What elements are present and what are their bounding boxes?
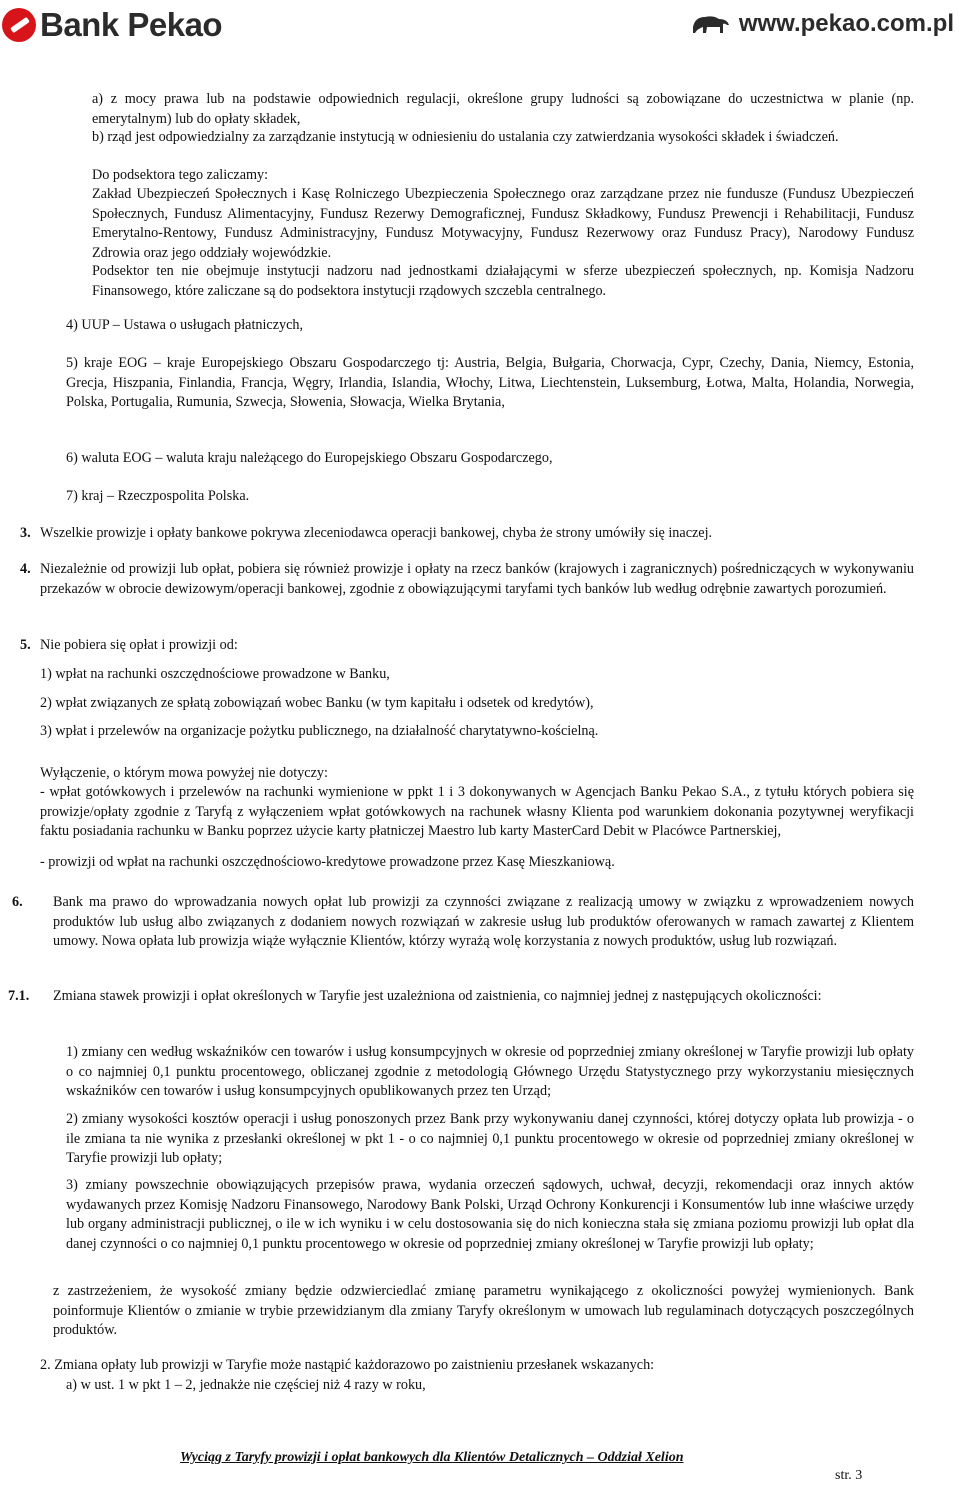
footer-title: Wyciąg z Taryfy prowizji i opłat bankowych dla Klientów Detalicznych – Oddział Xelion: [180, 1450, 684, 1465]
section-4-number: 4.: [20, 561, 31, 577]
def-5: 5) kraje EOG – kraje Europejskiego Obszaru Gospodarczego tj: Austria, Belgia, Bułgaria, Chorwacja, Cypr, Czechy, Dania, Niemcy, Estonia, Grecja, Hiszpania, Finlandia, Francja, Węgry, Irlandia, Islandia, Włochy, Litwa, Liechtenstein, Luksemburg, Łotwa, Malta, Holandia, Norwegia, Polska, Portugalia, Rumunia, Szwecja, Słowenia, Słowacja, Wielka Brytania,: [66, 355, 914, 410]
podsektor-intro: Do podsektora tego zaliczamy:: [92, 167, 269, 183]
section-5-item-3: 3) wpłat i przelewów na organizacje pożytku publicznego, na działalność charytatywno-kościelną.: [40, 723, 599, 739]
brand-name: Bank Pekao: [40, 6, 223, 43]
def-7: 7) kraj – Rzeczpospolita Polska.: [66, 488, 250, 504]
section-3-text: Wszelkie prowizje i opłaty bankowe pokrywa zleceniodawca operacji bankowej, chyba że strony umówiły się inaczej.: [40, 525, 713, 541]
section-6-text: Bank ma prawo do wprowadzania nowych opłat lub prowizji za czynności związane z realizacją umowy w związku z wprowadzeniem nowych produktów lub usług albo związanych z dodaniem nowych rozwiązań w zakresie usług lub produktów oferowanych w ramach zawartej z Klientem umowy. Nowa opłata lub prowizja wiąże wyłącznie Klientów, którzy wyrażą wolę korzystania z nowych produktów, usług lub rozwiązań.: [53, 894, 914, 949]
def-6: 6) waluta EOG – waluta kraju należącego do Europejskiego Obszaru Gospodarczego,: [66, 450, 553, 466]
section-5-number: 5.: [20, 637, 31, 653]
section-71-item-2: 2) zmiany wysokości kosztów operacji i usług ponoszonych przez Bank przy wykonywaniu danej czynności, której dotyczy opłata lub prowizja - o ile zmiana ta nie wynika z przesłanki określonej w pkt 1 - o co najmniej 0,1 punktu procentowego w okresie od poprzedniej zmiany określonej w Taryfie prowizji lub opłaty;: [66, 1111, 914, 1166]
exclusion-item-2: - prowizji od wpłat na rachunki oszczędnościowo-kredytowe prowadzone przez Kasę Mieszkaniową.: [40, 854, 615, 870]
website-url: www.pekao.com.pl: [738, 10, 954, 37]
section-6-number: 6.: [12, 894, 23, 910]
def-b: b) rząd jest odpowiedzialny za zarządzanie instytucją w odniesieniu do ustalania czy zatwierdzania wysokości składek i świadczeń.: [92, 129, 839, 145]
section-72-item-a: a) w ust. 1 w pkt 1 – 2, jednakże nie częściej niż 4 razy w roku,: [66, 1377, 426, 1393]
def-a: a) z mocy prawa lub na podstawie odpowiednich regulacji, określone grupy ludności są zobowiązane do uczestnictwa w planie (np. emerytalnym) lub do opłaty składek,: [92, 91, 914, 127]
section-71-number: 7.1.: [8, 988, 30, 1004]
podsektor-exclusion: Podsektor ten nie obejmuje instytucji nadzoru nad jednostkami działającymi w sferze ubezpieczeń społecznych, np. Komisja Nadzoru Finansowego, które zaliczane są do podsektora instytucji rządowych szczebla centralnego.: [92, 263, 914, 299]
def-4: 4) UUP – Ustawa o usługach płatniczych,: [66, 317, 304, 333]
section-5-item-2: 2) wpłat związanych ze spłatą zobowiązań wobec Banku (w tym kapitału i odsetek od kredytów),: [40, 695, 594, 711]
exclusion-item-1: - wpłat gotówkowych i przelewów na rachunki wymienione w ppkt 1 i 3 dokonywanych w Agencjach Banku Pekao S.A., z tytułu których pobiera się prowizje/opłaty zgodnie z Taryfą z wyłączeniem wpłat gotówkowych na rachunek własny Klienta pod warunkiem dokonania pozytywnej weryfikacji faktu posiadania rachunku w Banku poprzez użycie karty płatniczej Maestro lub karty MasterCard Debit w Placówce Partnerskiej,: [40, 784, 914, 839]
section-5-item-1: 1) wpłat na rachunki oszczędnościowe prowadzone w Banku,: [40, 666, 390, 682]
pekao-logo-icon: [2, 8, 36, 42]
section-71-item-1: 1) zmiany cen według wskaźników cen towarów i usług konsumpcyjnych w okresie od poprzedniej zmiany określonej w Taryfie prowizji lub opłaty o co najmniej 0,1 punktu procentowego, obliczanej zgodnie z metodologią Głównego Urzędu Statystycznego przy wykorzystaniu miesięcznych wskaźników cen towarów i usług konsumpcyjnych opublikowanych przez ten Urząd;: [66, 1044, 914, 1099]
section-72-text: 2. Zmiana opłaty lub prowizji w Taryfie może nastąpić każdorazowo po zaistnieniu przesłanek wskazanych:: [40, 1357, 655, 1373]
bank-logo: [2, 6, 222, 44]
website-label: [691, 10, 954, 38]
page-number: str. 3: [835, 1468, 863, 1483]
page-header: [0, 0, 960, 46]
section-71-item-3: 3) zmiany powszechnie obowiązujących przepisów prawa, wydania orzeczeń sądowych, uchwał, decyzji, rekomendacji oraz innych aktów wydawanych przez Komisję Nadzoru Finansowego, Narodowy Bank Polski, Urząd Ochrony Konkurencji i Konsumentów lub inne właściwe urzędy lub organy administracji publicznej, o ile w ich wyniku i w celu dostosowania się do nich konieczna stała się zmiana poziomu prowizji lub opłat dla danej czynności o co najmniej 0,1 punktu procentowego w okresie od poprzedniej zmiany określonej w Taryfie prowizji lub opłaty;: [66, 1177, 914, 1252]
section-71-reservation: z zastrzeżeniem, że wysokość zmiany będzie odzwierciedlać zmianę parametru wynikającego z okoliczności powyżej wymienionych. Bank poinformuje Klientów o zmianie w trybie przewidzianym dla zmiany Taryfy określonym w umowach lub regulaminach dotyczących poszczególnych produktów.: [53, 1283, 914, 1338]
bison-icon: [691, 13, 731, 35]
section-5-text: Nie pobiera się opłat i prowizji od:: [40, 637, 238, 653]
podsektor-list: Zakład Ubezpieczeń Społecznych i Kasę Rolniczego Ubezpieczenia Społecznego oraz zarządzane przez nie fundusze (Fundusz Ubezpieczeń Społecznych, Fundusz Alimentacyjny, Fundusz Rezerwy Demograficznej, Fundusz Składkowy, Fundusz Prewencji i Rehabilitacji, Fundusz Emerytalno-Rentowy, Fundusz Administracyjny, Fundusz Motywacyjny, Fundusz Rezerwowy oraz Fundusz Pracy), Narodowy Fundusz Zdrowia oraz jego oddziały wojewódzkie.: [92, 186, 914, 261]
exclusion-title: Wyłączenie, o którym mowa powyżej nie dotyczy:: [40, 765, 328, 781]
section-3-number: 3.: [20, 525, 31, 541]
section-4-text: Niezależnie od prowizji lub opłat, pobiera się również prowizje i opłaty na rzecz banków (krajowych i zagranicznych) pośredniczących w wykonywaniu przekazów w obrocie dewizowym/operacji bankowej, zgodnie z obowiązującymi taryfami tych banków lub według odrębnie zawartych porozumień.: [40, 561, 914, 597]
section-71-text: Zmiana stawek prowizji i opłat określonych w Taryfie jest uzależniona od zaistnienia, co najmniej jednej z następujących okoliczności:: [53, 988, 822, 1004]
